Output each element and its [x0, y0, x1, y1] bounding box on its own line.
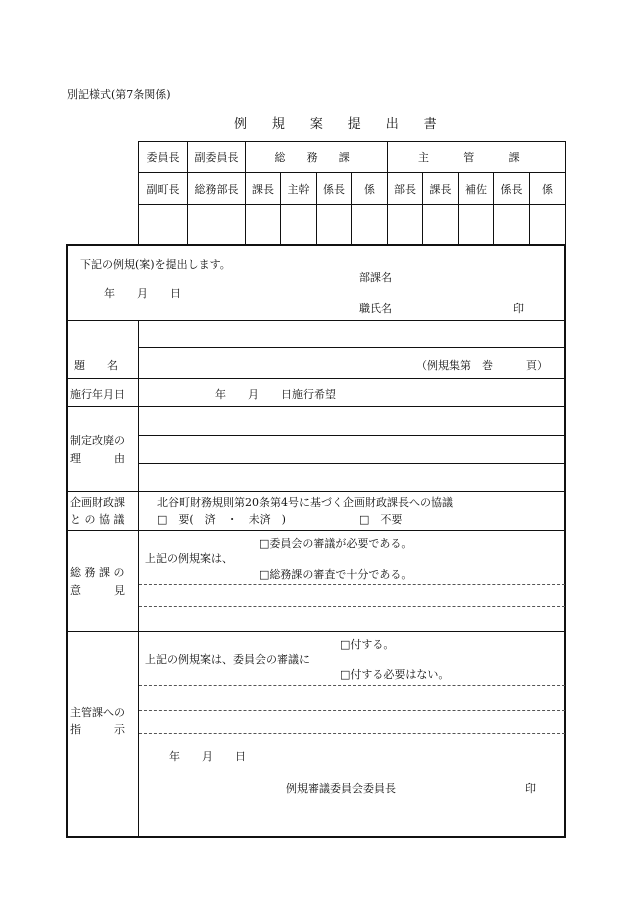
- opinion-label-line2: 意 見: [70, 584, 125, 597]
- instruction-label-line2: 指 示: [70, 723, 125, 736]
- title-label: 題 名: [74, 359, 118, 372]
- instruction-option-submit: □付する。: [340, 638, 395, 651]
- chair-seal-mark: 印: [525, 782, 536, 795]
- approval-md-assistant: 補佐: [465, 182, 487, 196]
- submit-date: 年 月 日: [104, 287, 181, 300]
- consult-not-required-option: □ 不要: [359, 513, 403, 526]
- approval-ga-supervisor: 主幹: [287, 182, 310, 196]
- effective-date-value: 年 月 日施行希望: [215, 388, 336, 401]
- approval-ga-unit-head: 係長: [323, 182, 345, 196]
- consult-label-line1: 企画財政課: [70, 496, 125, 509]
- approval-general-director: 総務部長: [194, 182, 239, 196]
- approval-md-staff: 係: [542, 182, 553, 196]
- approval-deputy-mayor: 副町長: [146, 182, 180, 196]
- consult-required-option: □ 要( 済 ・ 未済 ): [157, 513, 286, 526]
- approval-md-section-chief: 課長: [429, 182, 452, 196]
- opinion-label-line1: 総 務 課 の: [70, 566, 125, 579]
- committee-chair-label: 例規審議委員会委員長: [286, 782, 396, 795]
- instruction-label-line1: 主管課への: [70, 706, 125, 719]
- approval-ga-section-chief: 課長: [252, 182, 274, 196]
- document-title: 例 規 案 提 出 書: [234, 117, 448, 132]
- approval-vice-chair: 副委員長: [194, 151, 239, 164]
- seal-mark: 印: [513, 302, 524, 315]
- approval-md-director: 部長: [394, 182, 416, 196]
- dept-name-label: 部課名: [359, 271, 392, 284]
- opinion-option-review: □総務課の審査で十分である。: [259, 568, 413, 581]
- effective-date-label: 施行年月日: [70, 388, 125, 401]
- instruction-option-not-required: □付する必要はない。: [340, 668, 450, 681]
- approval-managing-dept: 主 管 課: [418, 151, 535, 164]
- approval-chair: 委員長: [146, 151, 180, 164]
- instruction-date: 年 月 日: [169, 750, 246, 763]
- reason-label-line2: 理 由: [70, 452, 125, 465]
- opinion-lead: 上記の例規案は、: [145, 552, 233, 565]
- approval-ga-staff: 係: [364, 182, 375, 196]
- reason-label-line1: 制定改廃の: [70, 434, 125, 447]
- collection-reference: （例規集第 巻 頁）: [416, 359, 548, 372]
- approval-general-affairs: 総 務 課: [274, 151, 359, 164]
- approval-md-unit-head: 係長: [500, 182, 523, 196]
- official-name-label: 職氏名: [359, 302, 392, 315]
- consult-text: 北谷町財務規則第20条第4号に基づく企画財政課長への協議: [157, 496, 453, 509]
- consult-label-line2: と の 協 議: [70, 513, 125, 526]
- form-label: 別記様式(第7条関係): [67, 88, 171, 101]
- opinion-option-committee: □委員会の審議が必要である。: [259, 537, 413, 550]
- instruction-lead: 上記の例規案は、委員会の審議に: [145, 653, 310, 666]
- submit-statement: 下記の例規(案)を提出します。: [80, 258, 231, 271]
